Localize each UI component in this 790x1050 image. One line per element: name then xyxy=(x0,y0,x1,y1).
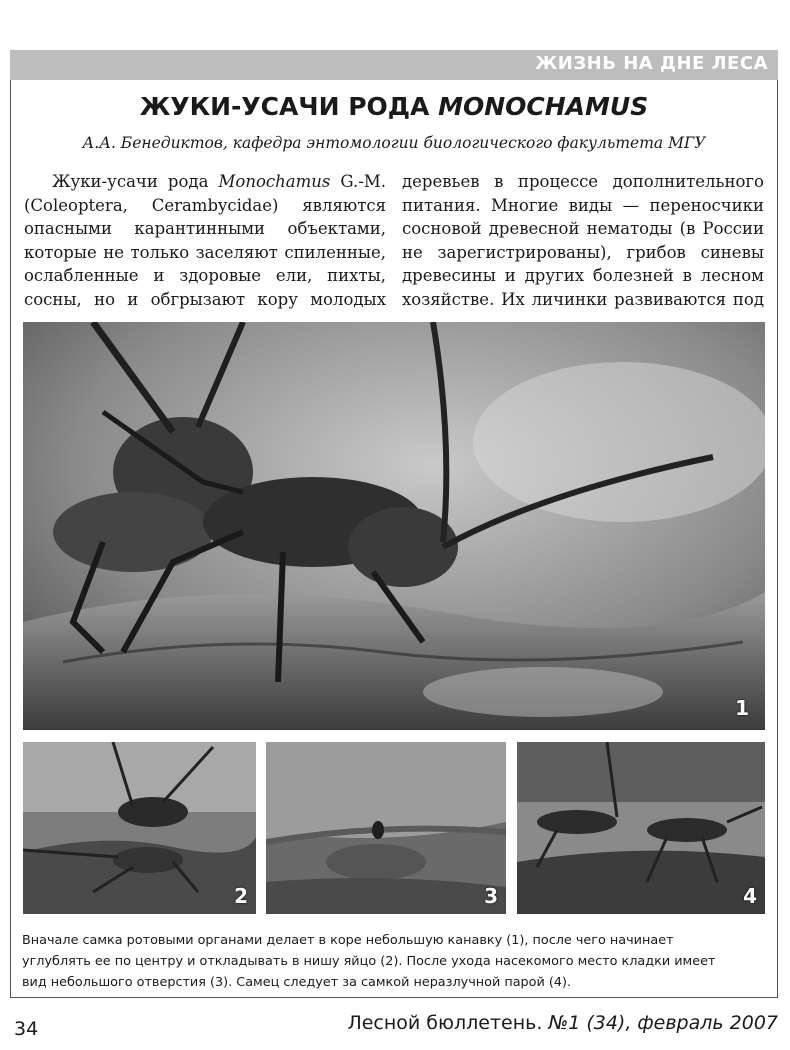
title-genus: MONOCHAMUS xyxy=(438,92,649,121)
photo-beetle-pair xyxy=(517,742,765,914)
photo-egg-hole xyxy=(266,742,506,914)
journal-issue: №1 (34), февраль 2007 xyxy=(548,1012,778,1034)
page-number: 34 xyxy=(14,1018,39,1040)
text-line: не зарегистрированы), грибов синевы xyxy=(402,242,764,262)
title-main: ЖУКИ-УСАЧИ РОДА xyxy=(139,92,439,121)
text-line: питания. Многие виды — переносчики xyxy=(402,195,764,215)
caption-line: углублять ее по центру и откладывать в нишу яйцо (2). После ухода насекомого место кладки имеет xyxy=(22,954,716,969)
photo-number: 3 xyxy=(484,884,498,908)
text-line: древесины и других болезней в лесном xyxy=(402,266,764,285)
photo-number: 2 xyxy=(234,884,248,908)
caption-line: вид небольшого отверстия (3). Самец следует за самкой неразлучной парой (4). xyxy=(22,975,572,990)
article-author: А.А. Бенедиктов, кафедра энтомологии биологического факультета МГУ xyxy=(82,134,706,152)
text-line: которые не только заселяют спиленные, xyxy=(24,242,386,262)
figure-caption xyxy=(22,930,768,993)
caption-line: Вначале самка ротовыми органами делает в коре небольшую канавку (1), после чего начинает xyxy=(22,933,674,948)
text-line: деревьев в процессе дополнительного xyxy=(402,172,764,191)
photo-female-laying-egg xyxy=(23,742,256,914)
text-line: ослабленные и здоровые ели, пихты, xyxy=(24,266,386,285)
text-line: Жуки-усачи рода Monochamus G.-M. xyxy=(52,172,386,191)
photo-beetles-main xyxy=(23,322,765,730)
text-column-right xyxy=(402,170,764,311)
photo-number: 4 xyxy=(743,884,757,908)
text-line: хозяйстве. Их личинки развиваются под xyxy=(402,289,764,309)
journal-name: Лесной бюллетень. xyxy=(347,1012,549,1034)
text-line: сосновой древесной нематоды (в России xyxy=(402,219,764,238)
text-column-left xyxy=(24,170,386,311)
text-line: опасными карантинными объектами, xyxy=(24,219,386,238)
text-line: (Coleoptera, Cerambycidae) являются xyxy=(24,195,386,215)
text-line: сосны, но и обгрызают кору молодых xyxy=(24,289,386,309)
journal-footer xyxy=(347,1012,778,1034)
article-title xyxy=(10,92,778,121)
section-title: ЖИЗНЬ НА ДНЕ ЛЕСА xyxy=(535,53,768,74)
photo-number: 1 xyxy=(735,696,749,720)
